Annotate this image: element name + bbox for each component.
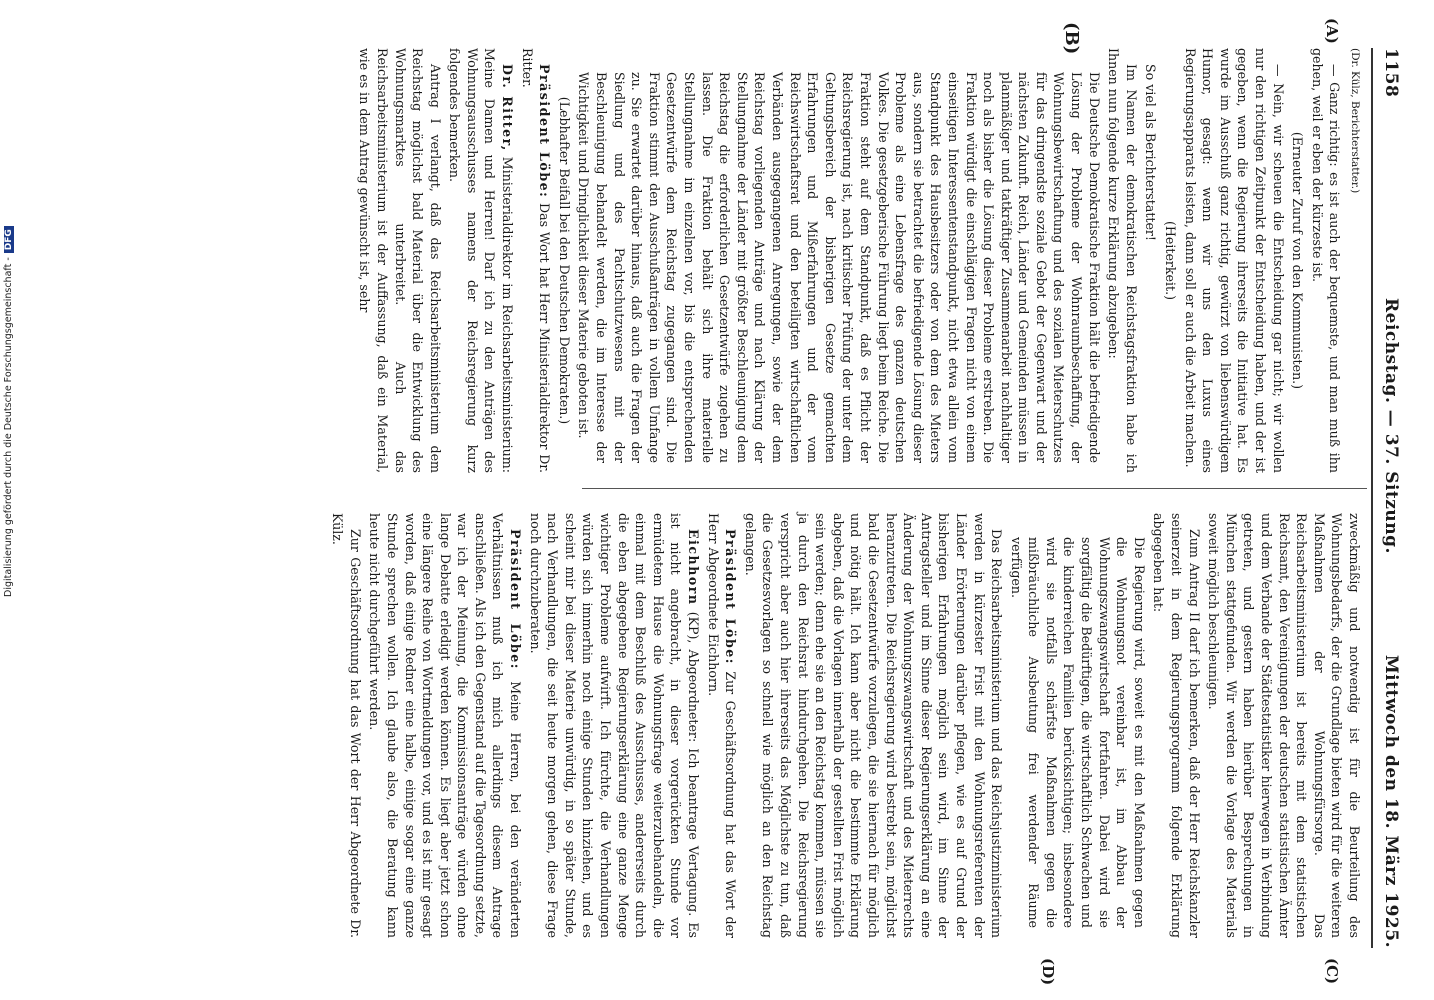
footer-text: Digitalisierung gefördert durch die Deutsche Forschungsgemeinschaft - [3, 257, 14, 597]
margin-marker-c: (C) [1323, 958, 1341, 985]
speaker-name: Eichhorn [686, 529, 702, 606]
paragraph: Antrag I verlangt, daß das Reichsarbeitsministerium dem Reichstag möglichst bald Material über die Entwicklung des Wohnungsmarktes unterbreitet. Auch das Reichsarbeitsministerium ist der Auffassung, daß ein Material, wie es in dem Antrag gewünscht ist, sehr [357, 48, 443, 473]
interjection: (Erneuter Zuruf von den Kommunisten.) [1290, 131, 1306, 390]
speech-text: Meine Herren, bei den veränderten Verhältnissen muß ich mich allerdings diesem Antrage anschließen. Als ich den Gegenstand auf die Tagesordnung setzte, war ich der Meinung, die Kommissionsanträge würden ohne lange Debatte erledigt werden können. Es liegt aber jetzt schon eine längere Reihe von Wortmeldungen vor, und es ist mir gesagt worden, daß einige Redner eine halbe, einige sogar eine ganze Stunde sprechen wollen. Ich glaube also, die Beratung kann heute nicht durchgeführt werden. [367, 513, 524, 938]
speaker-name: Präsident Löbe: [537, 64, 553, 199]
page-header [1375, 48, 1401, 948]
paragraph [366, 513, 524, 938]
page-number: 1158 [1381, 48, 1401, 98]
digitization-footer [3, 197, 23, 597]
paragraph [526, 513, 702, 938]
paragraph: Das Reichsarbeitsministerium und das Reichsjustizministerium werden in kürzester Frist mit den Wohnungsreferenten der Länder Erörterungen darüber pflegen, wie es auf Grund der bisherigen Erfahrungen möglich sein wird, im Sinne der Antragsteller und im Sinne dieser Regierungserklärung an eine Änderung der Wohnungszwangswirtschaft und des Mieterrechts heranzutreten. Die Reichsregierung wird bestrebt sein, möglichst bald die Gesetzentwürfe vorzulegen, die sie hiernach für möglich und nötig hält. Ich kann aber nicht die bestimmte Erklärung abgeben, daß die Vorlagen innerhalb der gestellten Frist möglich sein werden; denn ehe sie an den Reichstag kommen, müssen sie ja durch den Reichsrat hindurchgehen. Die Reichsregierung verspricht aber auch hier ihrerseits das Möglichste zu tun, daß die Gesetzesvorlagen so schnell wie möglich an den Reichstag gelangen. [742, 513, 1005, 938]
dfg-logo: DFG [4, 226, 14, 253]
paragraph: Zur Geschäftsordnung hat das Wort der Herr Abgeordnete Dr. Külz. [330, 513, 363, 938]
speaker-name: Dr. Ritter, [500, 64, 516, 152]
paragraph: zweckmäßig und notwendig ist für die Beurteilung des Wohnungsbedarfs, der die Grundlage bieten wird für die weiteren Maßnahmen der Wohnungsfürsorge. Das Reichsarbeitsministerium ist bereits mit dem statistischen Reichsamt, den Vereinigungen der deutschen statistischen Ämter und dem Verbande der Städtestatistiker hierwegen in Verbindung getreten, und gestern haben hierüber Besprechungen in München stattgefunden. Wir werden die Vorlage des Materials soweit möglich beschleunigen. [1206, 513, 1362, 938]
speech-text: Ministerialdirektor im Reichsarbeitsministerium: Meine Damen und Herren! Darf ich zu den Anträgen des Wohnungsausschusses namens der Reichsregierung kurz folgendes bemerken. [447, 48, 516, 473]
paragraph: Zum Antrag II darf ich bemerken, daß der Herr Reichskanzler seinerzeit in dem Regierungsprogramm folgende Erklärung abgegeben hat: [1151, 513, 1202, 938]
interjection: (Lebhafter Beifall bei den Deutschen Demokraten.) [556, 96, 572, 425]
paragraph: — Nein, wir scheuen die Entscheidung gar nicht; wir wollen nur den richtigen Zeitpunkt der Entscheidung haben, und der ist gegeben, wenn die Regierung ihrerseits die Initiative hat. Es wurde im Ausschuß ganz richtig, gewürzt von liebenswürdigem Humor, gesagt: wenn wir uns den Luxus eines Regierungsapparats leisten, dann soll er auch die Arbeit machen. [1182, 48, 1286, 473]
margin-marker-d: (D) [1039, 958, 1057, 986]
speaker-note: (Dr. Külz, Berichterstatter.) [1349, 48, 1361, 194]
speech-text: (KP), Abgeordneter: Ich beantrage Vertagung. Es ist nicht angebracht, in dieser vorgerückten Stunde vor ermüdetem Hause die Wohnungsfrage weiterzubehandeln, die einmal mit dem Beschluß des Ausschusses, andererseits durch die eben abgegebene Regierungserklärung eine ganze Menge wichtiger Probleme aufwirft. Ich fürchte, die Verhandlungen würden sich immerhin noch einige Stunden hinziehen, und es scheint mir bei dieser Materie unwürdig, in so später Stunde, nach Verhandlungen, die seit heute morgen gehen, diese Frage noch durchzuberaten. [527, 513, 702, 938]
header-rule [1371, 48, 1373, 948]
header-date: Mittwoch den 18. März 1925. [1381, 654, 1401, 948]
paragraph: Im Namen der demokratischen Reichstagsfraktion habe ich Ihnen nun folgende kurze Erklärung abzugeben: [1106, 48, 1139, 473]
margin-marker-a: (A) [1323, 18, 1341, 44]
paragraph: So viel als Berichterstatter! [1143, 64, 1159, 241]
paragraph [446, 48, 516, 473]
speech-text: Das Wort hat Herr Ministerialdirektor Dr. Ritter. [519, 48, 553, 473]
speaker-name: Präsident Löbe: [508, 529, 524, 670]
speaker-name: Präsident Löbe: [723, 529, 739, 665]
speech-text: Zur Geschäftsordnung hat das Wort der Herr Abgeordnete Eichhorn. [705, 513, 739, 938]
paragraph: — Ganz richtig: es ist auch der bequemste, und man muß ihn gehen, weil er eben der kürzeste ist. [1309, 48, 1343, 473]
column-rule [582, 488, 1367, 489]
header-title: Reichstag. — 37. Sitzung. [1381, 298, 1401, 554]
declaration-quote: Die Deutsche Demokratische Fraktion hält die befriedigende Lösung der Probleme der Wohnraumbeschaffung, der Wohnungsbewirtschaftung und des sozialen Mieterschutzes für das dringendste soziale Gebot der Gegenwart und der nächsten Zukunft. Reich, Länder und Gemeinden müssen in planmäßiger und tatkräftiger Zusammenarbeit nachhaltiger noch als bisher die Lösung dieser Probleme erstreben. Die Fraktion würdigt die einschlägigen Fragen nicht von einem einseitigen Interessentenstandpunkt, nicht etwa allein vom Standpunkt des Hausbesitzers oder von dem des Mieters aus, sondern sie betrachtet die befriedigende Lösung dieser Probleme als eine Lebensfrage des ganzen deutschen Volkes. Die gesetzgeberische Führung liegt beim Reiche. Die Fraktion steht auf dem Standpunkt, daß es Pflicht der Reichsregierung ist, nach kritischer Prüfung der unter dem Geltungsbereich der bisherigen Gesetze gemachten Erfahrungen und Mißerfahrungen und der vom Reichswirtschaftsrat und den beteiligten wirtschaftlichen Verbänden ausgegangenen Anregungen, sowie der dem Reichstag vorliegenden Anträge und nach Klärung der Stellungnahme der Länder mit größter Beschleunigung dem Reichstag die erforderlichen Gesetzentwürfe zugehen zu lassen. Die Fraktion behält sich ihre materielle Stellungnahme im einzelnen vor, bis die entsprechenden Gesetzentwürfe dem Reichstag zugegangen sind. Die Fraktion stimmt den Ausschußanträgen in vollem Umfange zu. Sie erwartet darüber hinaus, daß auch die Fragen der Siedlung und des Pachtschutzwesens mit der Beschleunigung behandelt werden, die im Interesse der Wichtigkeit und Dringlichkeit dieser Materie geboten ist. [576, 72, 1102, 463]
paragraph [518, 48, 553, 473]
paragraph [704, 513, 739, 938]
rotated-document-page [27, 8, 1407, 988]
margin-marker-b: (B) [1061, 22, 1082, 55]
interjection: (Heiterkeit.) [1163, 221, 1179, 300]
declaration-quote: Die Regierung wird, soweit es mit den Maßnahmen gegen die Wohnungsnot vereinbar ist, im Abbau der Wohnungszwangswirtschaft fortfahren. Dabei wird sie sorgfältig die Bedürftigen, die wirtschaftlich Schwachen und die kinderreichen Familien berücksichtigen; insbesondere wird sie notfalls schärfste Maßnahmen gegen die mißbräuchliche Ausbeutung frei werdender Räume verfügen. [1008, 537, 1147, 928]
left-column [357, 48, 1363, 473]
right-column [330, 513, 1363, 938]
